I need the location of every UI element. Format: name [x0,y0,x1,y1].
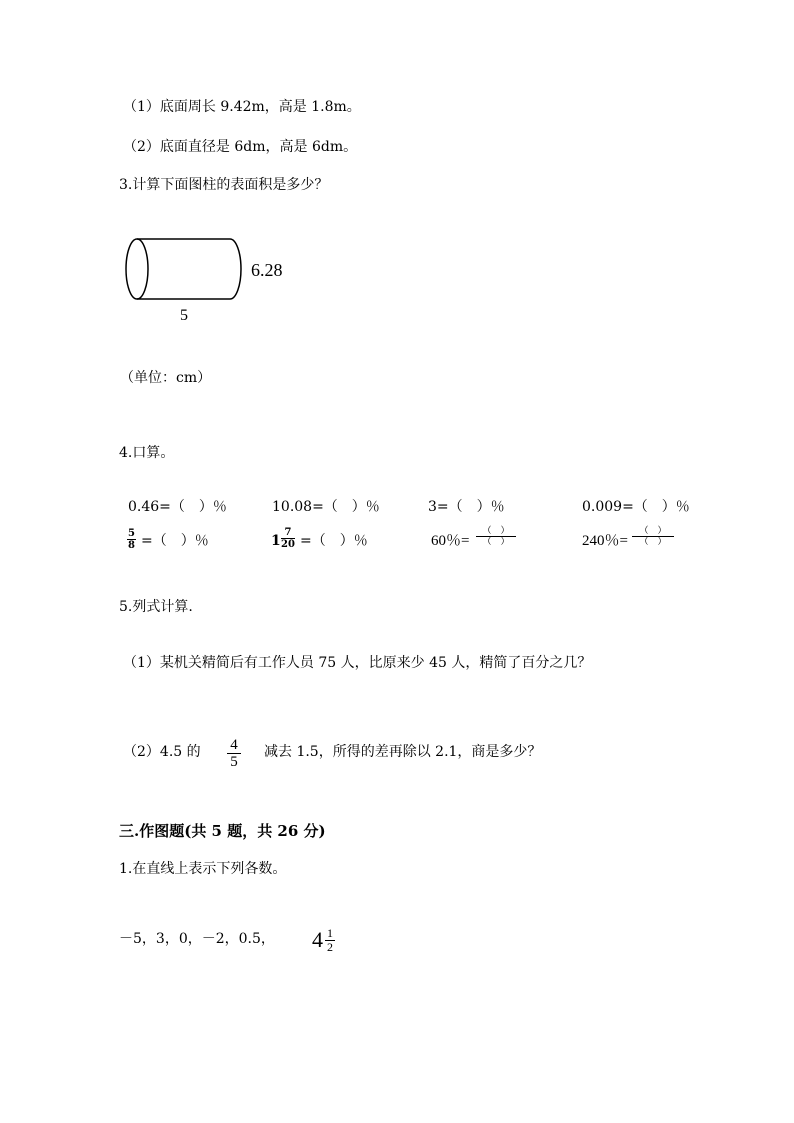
fraction-numerator: 4 [230,737,238,753]
fraction-numerator: 7 [284,527,292,538]
fraction-denominator: 2 [327,940,333,954]
q4-row2-a-rest: =（ ）％ [141,533,209,549]
q4-row2-b-rest: =（ ）％ [300,533,368,549]
q4-mixed-whole: 1 [271,533,281,549]
q4-fraction-7-20 [281,527,295,550]
fraction-denominator: 8 [128,540,135,551]
q4-fraction-5-8 [127,528,136,551]
cylinder-right-arc [230,239,241,299]
fraction-denominator-blank: （ ） [639,537,667,547]
fraction-numerator-blank: （ ） [482,526,510,536]
section-3-q1-title: 1.在直线上表示下列各数。 [119,861,287,877]
q4-row1-c: 3=（ ）％ [428,499,505,515]
q5-item-1: （1）某机关精简后有工作人员 75 人，比原来少 45 人，精简了百分之几？ [123,655,592,671]
q4-row1-b: 10.08=（ ）％ [272,499,380,515]
q3-title: 3.计算下面图柱的表面积是多少？ [119,177,329,193]
q5-fraction-4-5 [227,737,241,770]
q4-row2-d-left: 240％= [582,533,628,549]
fraction-denominator-blank: （ ） [482,537,510,547]
q4-row1-d: 0.009=（ ）％ [582,499,690,515]
cylinder-length-label: 5 [180,307,188,324]
q5-title: 5.列式计算. [119,599,193,615]
q4-title: 4.口算。 [119,445,175,461]
fraction-numerator: 5 [128,528,135,539]
fraction-numerator: 1 [327,926,333,940]
q4-blank-fraction-d [632,526,674,547]
q4-row1-a: 0.46=（ ）％ [128,499,227,515]
cylinder-left-face [126,239,148,299]
q5-item-2-post: 减去 1.5，所得的差再除以 2.1，商是多少？ [264,744,542,760]
fraction-denominator: 5 [230,754,238,770]
cylinder-diagram [115,230,315,330]
mixed-number-whole: 4 [312,927,323,952]
q4-blank-fraction-c [476,526,516,547]
q2-item-2: （2）底面直径是 6dm，高是 6dm。 [123,139,358,155]
fraction-denominator: 20 [281,539,295,550]
q4-row2-c-left: 60％= [431,533,470,549]
q2-item-1: （1）底面周长 9.42m，高是 1.8m。 [123,99,361,115]
q3-unit: （单位：cm） [120,370,212,386]
q5-item-2-pre: （2）4.5 的 [123,744,201,760]
mixed-number-fraction [325,927,335,954]
cylinder-side-label: 6.28 [251,260,283,280]
number-list: －5，3，0，－2，0.5， [119,931,275,947]
fraction-numerator-blank: （ ） [639,526,667,536]
section-3-title: 三.作图题(共 5 题，共 26 分) [119,822,326,840]
